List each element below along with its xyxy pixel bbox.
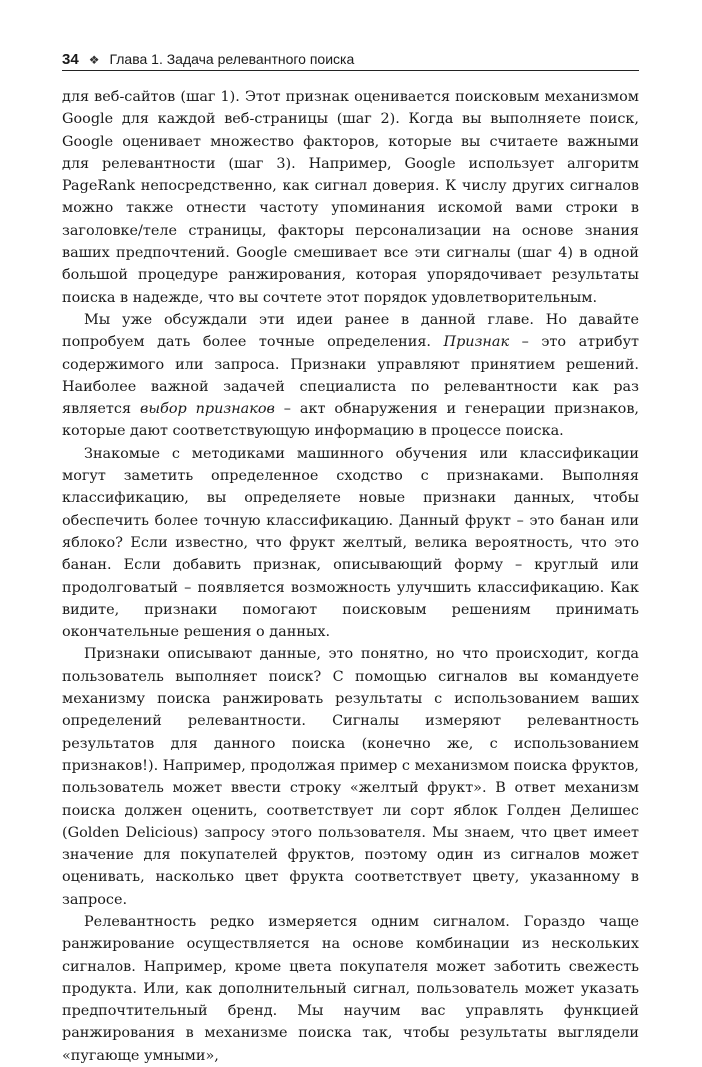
paragraph-text: – акт обнаружения и генерации признаков, которые дают соответствующую информацию в процессе поиска. (62, 401, 639, 440)
paragraph-4 (62, 643, 639, 911)
paragraph-5 (62, 911, 639, 1067)
term-feature: Признак (443, 334, 510, 351)
paragraph-text: Знакомые с методиками машинного обучения или классификации могут заметить определенное сходство с признаками. Выполняя классификацию, вы определяете новые признаки данных, чтобы обеспечить более точную классификацию. Данный фрукт – это банан или яблоко? Если известно, что фрукт желтый, велика вероятность, что это банан. Если добавить признак, описывающий форму – круглый или продолговатый – появляется возможность улучшить классификацию. Как видите, признаки помогают поисковым решениям принимать окончательные решения о данных. (62, 445, 639, 641)
book-page (62, 0, 640, 1064)
paragraph-text: Релевантность редко измеряется одним сигналом. Гораздо чаще ранжирование осуществляется на основе комбинации из нескольких сигналов. Например, кроме цвета покупателя может заботить свежесть продукта. Или, как дополнительный сигнал, пользователь может указать предпочтительный бренд. Мы научим вас управлять функцией ранжирования в механизме поиска так, чтобы результаты выглядели «пугающе умными», (62, 913, 639, 1064)
chapter-title: Глава 1. Задача релевантного поиска (109, 51, 355, 67)
paragraph-text: – это атрибут содержимого или запроса. Признаки управляют принятием решений. Наиболее важной задачей специалиста по релевантности как раз является (62, 334, 640, 418)
running-header (62, 50, 639, 71)
term-feature-selection: выбор признаков (139, 401, 275, 418)
paragraph-3 (62, 443, 639, 644)
paragraph-text: для веб-сайтов (шаг 1). Этот признак оценивается поисковым механизмом Google для каждой веб-страницы (шаг 2). Когда вы выполняете поиск, Google оценивает множество факторов, которые вы считаете важными для релевантности (шаг 3). Например, Google использует алгоритм PageRank непосредственно, как сигнал доверия. К числу других сигналов можно также отнести частоту упоминания искомой вами строки в заголовке/теле страницы, факторы персонализации на основе знания ваших предпочтений. Google смешивает все эти сигналы (шаг 4) в одной большой процедуре ранжирования, которая упорядочивает результаты поиска в надежде, что вы сочтете этот порядок удовлетворительным. (62, 89, 639, 306)
paragraph-2 (62, 309, 639, 443)
paragraph-text: Признаки описывают данные, это понятно, но что происходит, когда пользователь выполняет поиск? С помощью сигналов вы командуете механизму поиска ранжировать результаты с использованием ваших определений релевантности. Сигналы измеряют релевантность результатов для данного поиска (конечно же, с использованием признаков!). Например, продолжая пример с механизмом поиска фруктов, пользователь может ввести строку «желтый фрукт». В ответ механизм поиска должен оценить, соответствует ли сорт яблок Голден Делишес (Golden Delicious) запросу этого пользователя. Мы знаем, что цвет имеет значение для покупателей фруктов, поэтому один из сигналов может оценивать, насколько цвет фрукта соответствует цвету, указанному в запросе. (62, 646, 639, 908)
paragraph-text: Мы уже обсуждали эти идеи ранее в данной главе. Но давайте попробуем дать более точные определения. (62, 311, 639, 351)
page-number: 34 (62, 51, 79, 68)
diamond-ornament-icon: ❖ (88, 53, 100, 67)
body-text (62, 86, 639, 1067)
paragraph-1 (62, 86, 639, 309)
